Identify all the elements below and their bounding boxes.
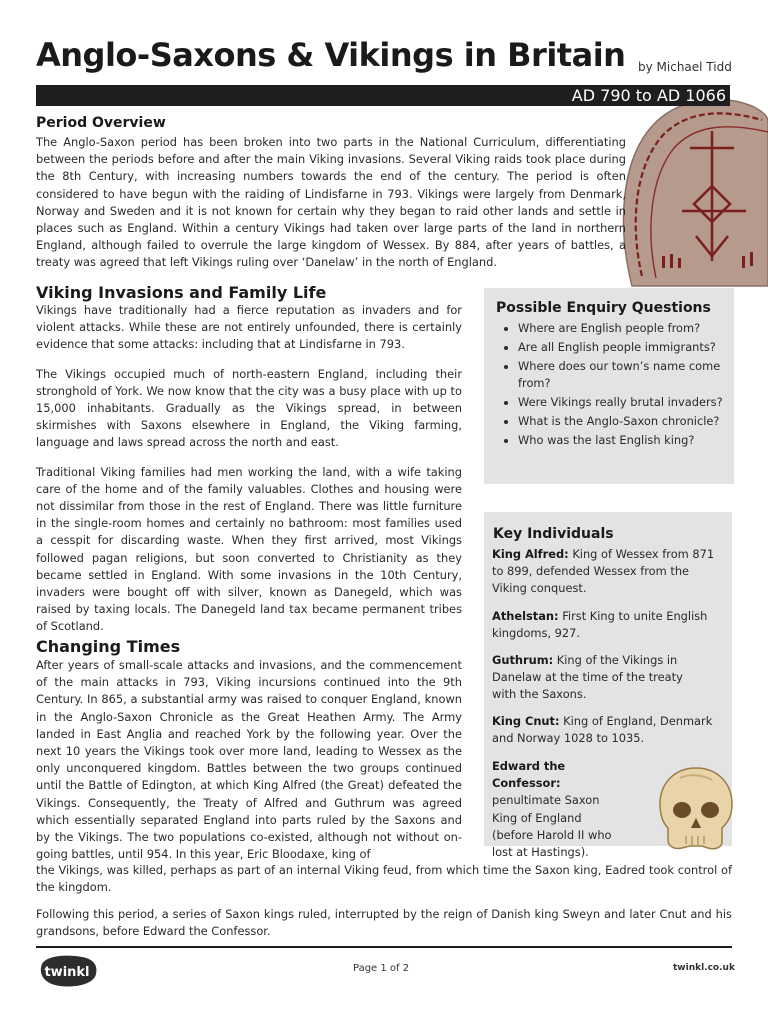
key-person-cnut — [492, 713, 720, 747]
key-individuals-heading: Key Individuals — [493, 526, 614, 542]
list-item: • Are all English people immigrants? — [518, 339, 728, 356]
viking-heading: Viking Invasions and Family Life — [36, 283, 327, 302]
viking-paragraph: The Vikings occupied much of north-eastern England, including their stronghold of York. We now know that the city was a busy place with up to 15,000 inhabitants. Gradually as the Vikings spread, in between skirmishes with Saxons elsewhere in England, the Viking farming, language and laws spread across the north and east. — [36, 366, 462, 450]
viking-section — [36, 302, 462, 648]
site-url: twinkl.co.uk — [673, 963, 735, 973]
page-title: Anglo-Saxons & Vikings in Britain — [36, 36, 626, 74]
person-name: Athelstan: — [492, 609, 559, 623]
viking-paragraph: Traditional Viking families had men working the land, with a wife taking care of the home and of the family valuables. Clothes and housing were not dissimilar from those in the rest of England. There was little furniture in the single-room homes and certainly no bathroom: most families used a cesspit for discarding waste. When they first arrived, most Vikings followed pagan religions, but soon converted to Christianity as they became settled in England. With some invasions in the 10th Century, invaders were bought off with silver, known as Danegeld, which was raised by taxing locals. The Danegeld land tax became permanent tribes of Scotland. — [36, 464, 462, 634]
author-credit: by Michael Tidd — [638, 60, 732, 74]
list-item: • Where does our town’s name come from? — [518, 358, 728, 392]
runestone-image — [612, 86, 768, 286]
overview-heading: Period Overview — [36, 115, 166, 131]
key-person-alfred — [492, 546, 720, 598]
list-item: • What is the Anglo-Saxon chronicle? — [518, 413, 728, 430]
changing-text: After years of small-scale attacks and invasions, and the commencement of the main attacks in 793, Viking incursions continued into the 9th Century. In 865, a substantial army was raised to conquer England, known in the Anglo-Saxon Chronicle as the Great Heathen Army. The Army landed in East Anglia and reached York by the following year. Over the next 10 years the Vikings took over more land, leading to Wessex as the only unconquered kingdom. Battles between the two groups continued until the Battle of Edington, at which King Alfred (the Great) defeated the Vikings. Consequently, the Treaty of Alfred and Guthrum was agreed which essentially separated England into parts ruled by the Saxons and by the Vikings. The two populations co-existed, although not without on-going battles, until 954. In this year, Eric Bloodaxe, king of — [36, 658, 462, 862]
person-name: Edward the Confessor: — [492, 759, 566, 791]
footer-rule — [36, 946, 732, 948]
list-item: • Where are English people from? — [518, 320, 728, 337]
enquiry-list — [500, 320, 728, 451]
logo-text: twinkl — [44, 965, 90, 980]
person-name: King Cnut: — [492, 714, 560, 728]
person-desc: King of Wessex from 871 to 899, defended Wessex from the Viking conquest. — [492, 547, 715, 596]
following-text: Following this period, a series of Saxon kings ruled, interrupted by the reign of Danish king Sweyn and later Cnut and his grandsons, before Edward the Confessor. — [36, 907, 732, 939]
twinkl-logo — [36, 954, 98, 988]
viking-paragraph: Vikings have traditionally had a fierce reputation as invaders and for violent attacks. While these are not entirely unfounded, there is certainly evidence that some attacks: including that at Lindisfarne in 793. — [36, 303, 462, 352]
enquiry-panel — [484, 288, 734, 484]
key-person-guthrum — [492, 652, 710, 704]
changing-text-continued: the Vikings, was killed, perhaps as part of an internal Viking feud, from which time the Saxon king, Eadred took control of the kingdom. — [36, 863, 732, 895]
changing-heading: Changing Times — [36, 637, 181, 656]
list-item: • Were Vikings really brutal invaders? — [518, 394, 728, 411]
person-desc: King of England, Denmark and Norway 1028 to 1035. — [492, 714, 713, 746]
person-desc: penultimate Saxon King of England (before Harold II who lost at Hastings). — [492, 793, 612, 860]
person-desc: First King to unite English kingdoms, 927. — [492, 609, 708, 641]
overview-text: The Anglo-Saxon period has been broken into two parts in the National Curriculum, differentiating between the periods before and after the main Viking invasions. Several Viking raids took place during the 8th Century, with increasing numbers towards the end of the century. The period is often considered to have begun with the raiding of Lindisfarne in 793. Vikings were largely from Denmark, Norway and Sweden and it is not known for certain why they began to raid other lands and settle in places such as England. Within a century Vikings had taken over large parts of the land in northern England, although failed to overrule the large kingdom of Wessex. By 884, after years of battles, a treaty was agreed that left Vikings ruling over ‘Danelaw’ in the north of England. — [36, 135, 626, 270]
person-desc: King of the Vikings in Danelaw at the time of the treaty with the Saxons. — [492, 653, 683, 702]
enquiry-heading: Possible Enquiry Questions — [496, 300, 711, 316]
list-item: • Who was the last English king? — [518, 432, 728, 449]
skull-image — [656, 762, 736, 852]
date-range: AD 790 to AD 1066 — [571, 86, 726, 105]
person-name: King Alfred: — [492, 547, 569, 561]
person-name: Guthrum: — [492, 653, 554, 667]
page-number: Page 1 of 2 — [353, 963, 410, 974]
key-person-athelstan — [492, 608, 720, 642]
key-person-edward — [492, 758, 622, 861]
date-range-bar — [36, 85, 730, 106]
